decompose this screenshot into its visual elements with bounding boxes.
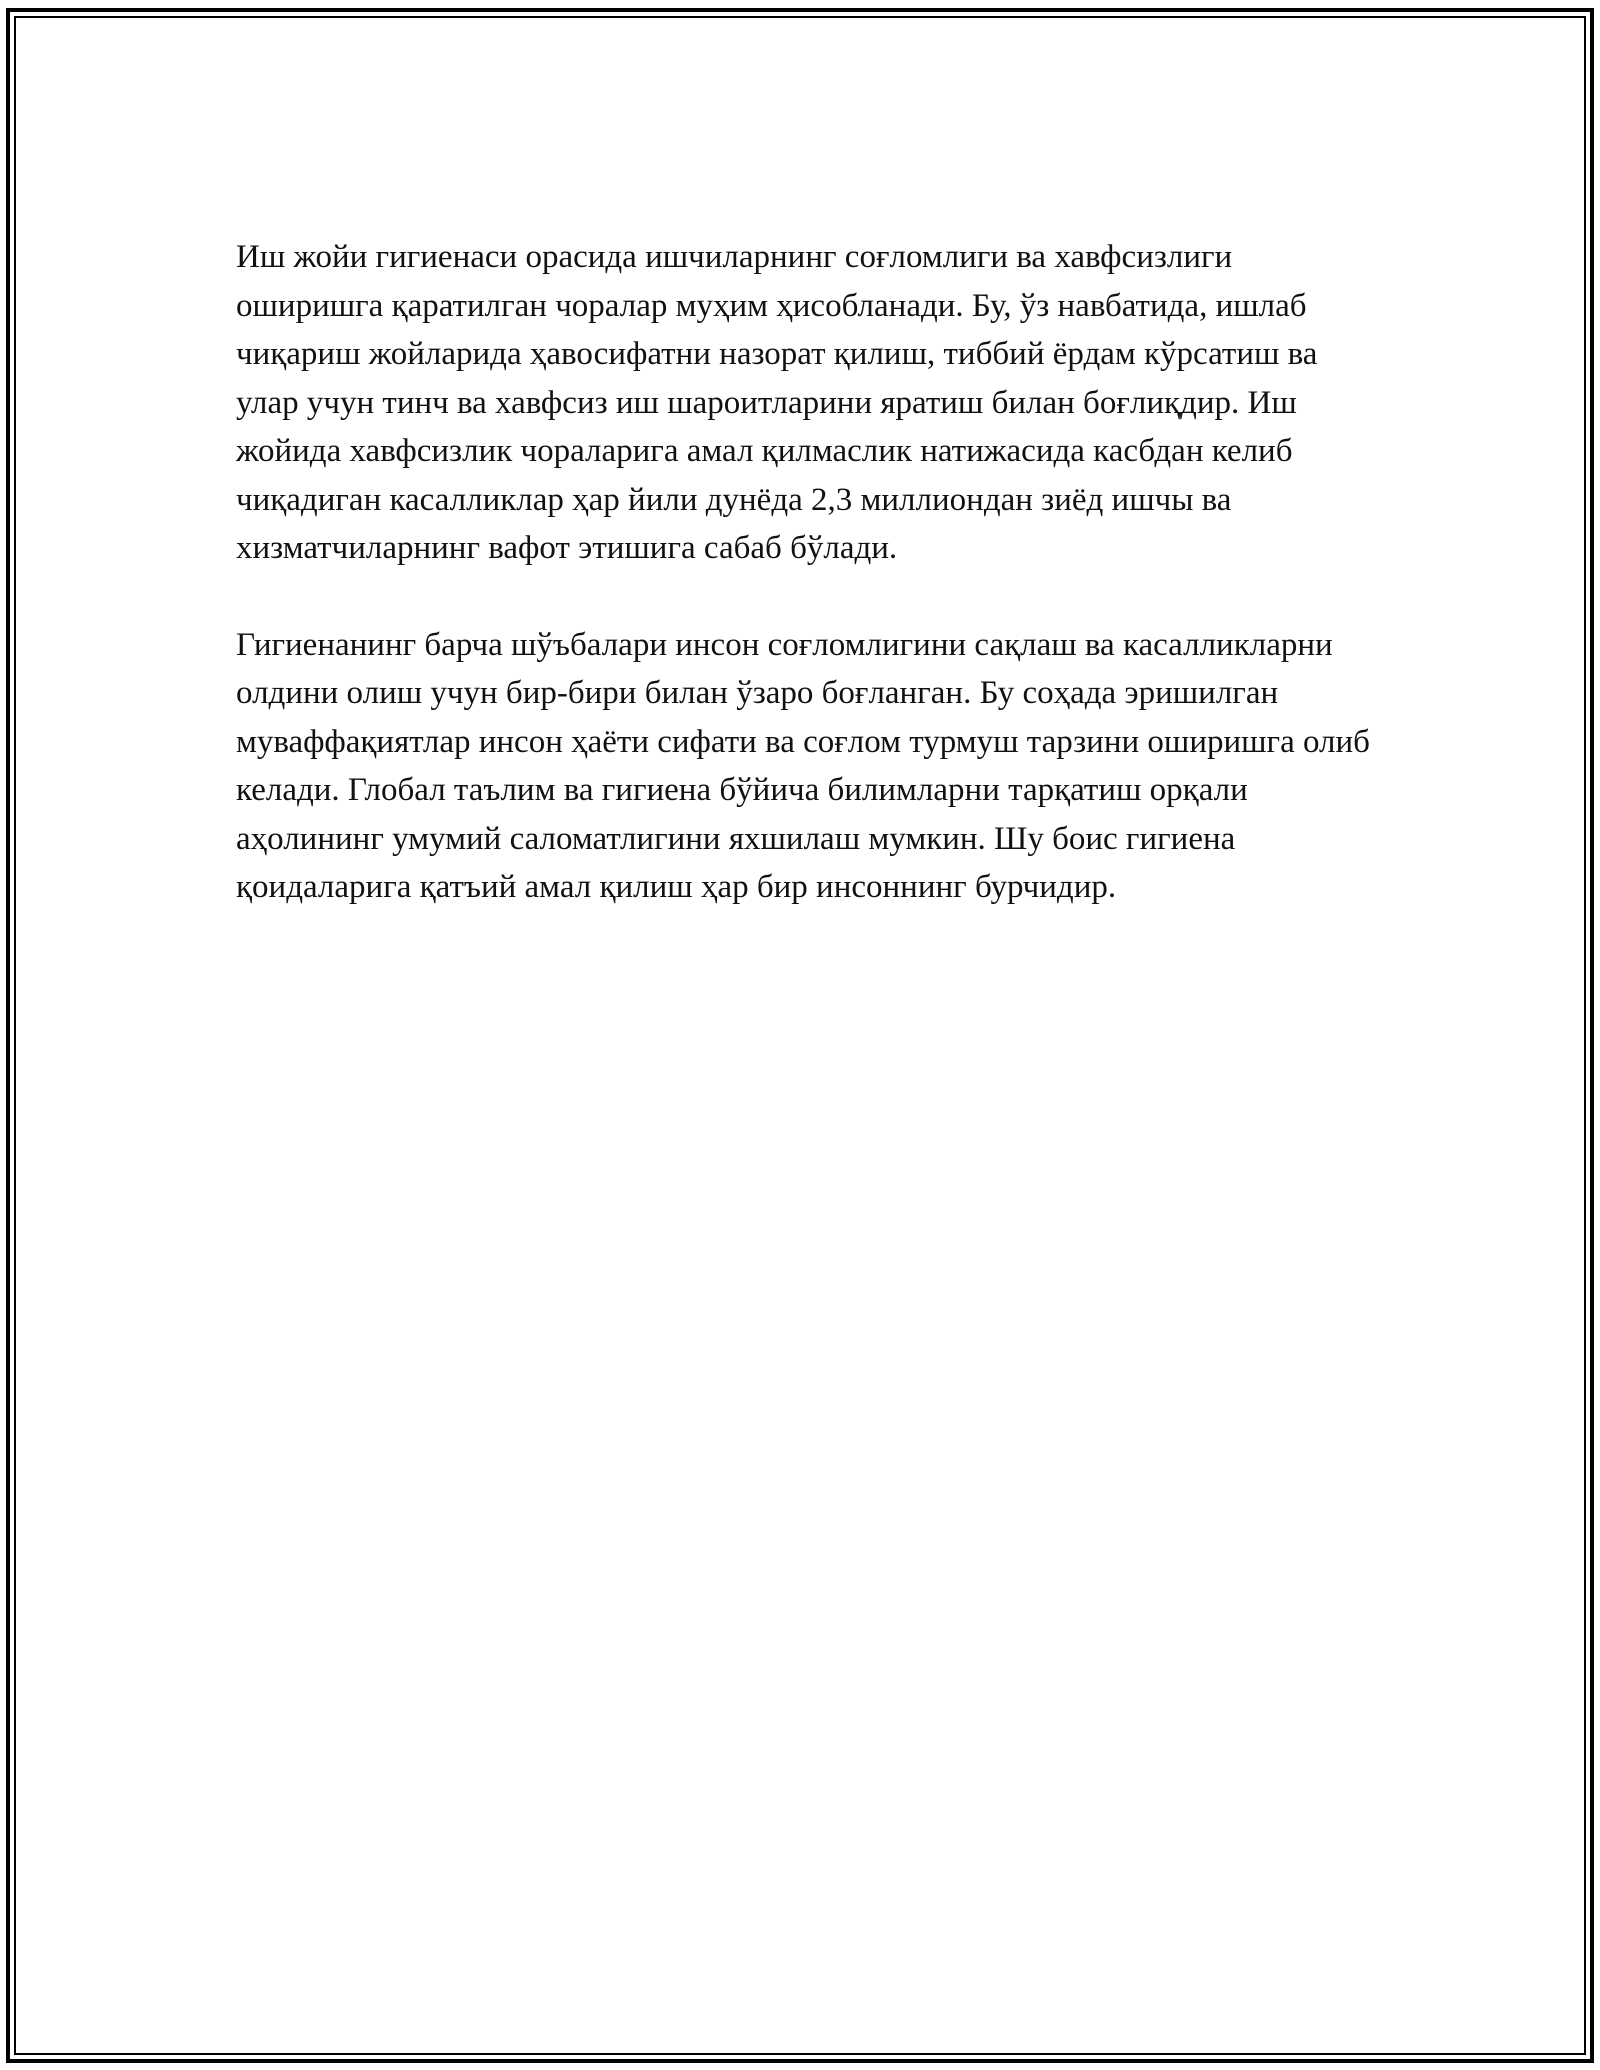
- document-body: [236, 233, 1381, 912]
- paragraph-1: Иш жойи гигиенаси орасида ишчиларнинг соғломлиги ва хавфсизлиги оширишга қаратилган чоралар муҳим ҳисобланади. Бу, ўз навбатида, ишлаб чиқариш жойларида ҳавосифатни назорат қилиш, тиббий ёрдам кўрсатиш ва улар учун тинч ва хавфсиз иш шароитларини яратиш билан боғлиқдир. Иш жойида хавфсизлик чораларига амал қилмаслик натижасида касбдан келиб чиқадиган касалликлар ҳар йили дунёда 2,3 миллиондан зиёд ишчы ва хизматчиларнинг вафот этишига сабаб бўлади.: [236, 239, 1318, 566]
- paragraph-2: Гигиенанинг барча шўъбалари инсон соғломлигини сақлаш ва касалликларни олдини олиш учун бир-бири билан ўзаро боғланган. Бу соҳада эришилган муваффақиятлар инсон ҳаёти сифати ва соғлом турмуш тарзини оширишга олиб келади. Глобал таълим ва гигиена бўйича билимларни тарқатиш орқали аҳолининг умумий саломатлигини яхшилаш мумкин. Шу боис гигиена қоидаларига қатъий амал қилиш ҳар бир инсоннинг бурчидир.: [236, 626, 1370, 905]
